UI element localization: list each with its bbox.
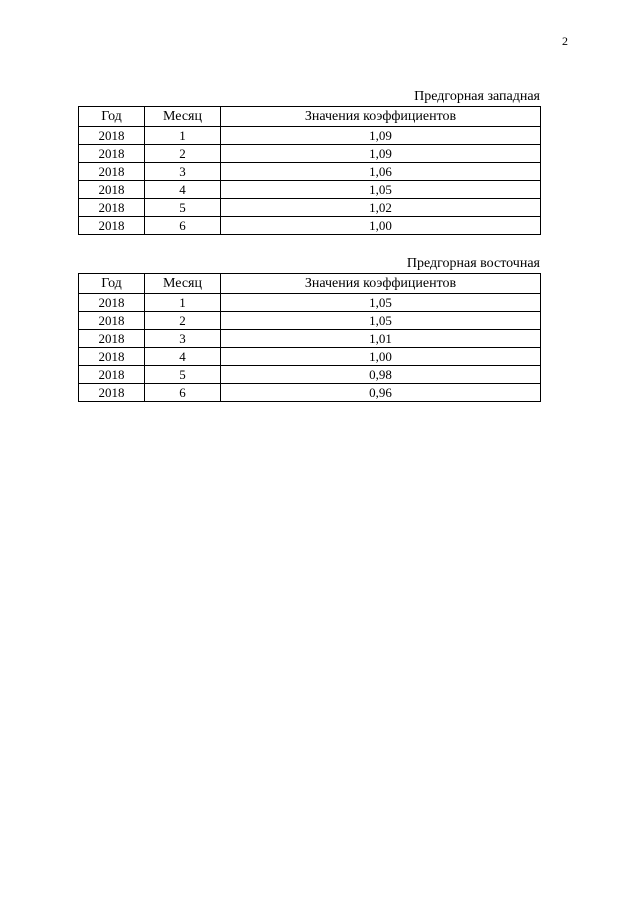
table-row bbox=[79, 330, 541, 348]
table-row bbox=[79, 217, 541, 235]
cell-value: 1,01 bbox=[221, 330, 541, 348]
table-row bbox=[79, 163, 541, 181]
table-section-east bbox=[78, 255, 540, 402]
column-header-value: Значения коэффициентов bbox=[221, 107, 541, 127]
table-row bbox=[79, 348, 541, 366]
cell-year: 2018 bbox=[79, 330, 145, 348]
cell-year: 2018 bbox=[79, 127, 145, 145]
page-number: 2 bbox=[562, 34, 568, 48]
cell-value: 1,09 bbox=[221, 145, 541, 163]
cell-value: 1,05 bbox=[221, 181, 541, 199]
cell-year: 2018 bbox=[79, 348, 145, 366]
cell-month: 4 bbox=[145, 348, 221, 366]
column-header-month: Месяц bbox=[145, 274, 221, 294]
cell-month: 2 bbox=[145, 145, 221, 163]
cell-month: 3 bbox=[145, 163, 221, 181]
cell-value: 1,00 bbox=[221, 217, 541, 235]
region-title: Предгорная восточная bbox=[406, 256, 540, 271]
coefficients-table bbox=[78, 106, 541, 235]
cell-year: 2018 bbox=[79, 181, 145, 199]
table-header-row bbox=[79, 274, 541, 294]
table-row bbox=[79, 181, 541, 199]
cell-value: 1,00 bbox=[221, 348, 541, 366]
cell-year: 2018 bbox=[79, 294, 145, 312]
cell-month: 5 bbox=[145, 366, 221, 384]
column-header-year: Год bbox=[79, 107, 145, 127]
cell-month: 4 bbox=[145, 181, 221, 199]
cell-month: 3 bbox=[145, 330, 221, 348]
table-row bbox=[79, 127, 541, 145]
cell-year: 2018 bbox=[79, 312, 145, 330]
cell-value: 1,05 bbox=[221, 312, 541, 330]
table-row bbox=[79, 366, 541, 384]
cell-year: 2018 bbox=[79, 163, 145, 181]
table-row bbox=[79, 384, 541, 402]
cell-month: 1 bbox=[145, 127, 221, 145]
cell-year: 2018 bbox=[79, 366, 145, 384]
table-header-row bbox=[79, 107, 541, 127]
cell-value: 1,05 bbox=[221, 294, 541, 312]
cell-year: 2018 bbox=[79, 217, 145, 235]
cell-year: 2018 bbox=[79, 199, 145, 217]
table-row bbox=[79, 199, 541, 217]
table-row bbox=[79, 145, 541, 163]
coefficients-table bbox=[78, 273, 541, 402]
table-row bbox=[79, 312, 541, 330]
cell-value: 1,09 bbox=[221, 127, 541, 145]
cell-year: 2018 bbox=[79, 145, 145, 163]
cell-year: 2018 bbox=[79, 384, 145, 402]
column-header-value: Значения коэффициентов bbox=[221, 274, 541, 294]
table-section-west bbox=[78, 88, 540, 235]
cell-month: 6 bbox=[145, 217, 221, 235]
cell-value: 1,06 bbox=[221, 163, 541, 181]
cell-month: 6 bbox=[145, 384, 221, 402]
cell-month: 5 bbox=[145, 199, 221, 217]
cell-month: 2 bbox=[145, 312, 221, 330]
cell-month: 1 bbox=[145, 294, 221, 312]
cell-value: 0,98 bbox=[221, 366, 541, 384]
region-title: Предгорная западная bbox=[414, 89, 540, 104]
column-header-year: Год bbox=[79, 274, 145, 294]
column-header-month: Месяц bbox=[145, 107, 221, 127]
cell-value: 1,02 bbox=[221, 199, 541, 217]
table-row bbox=[79, 294, 541, 312]
cell-value: 0,96 bbox=[221, 384, 541, 402]
